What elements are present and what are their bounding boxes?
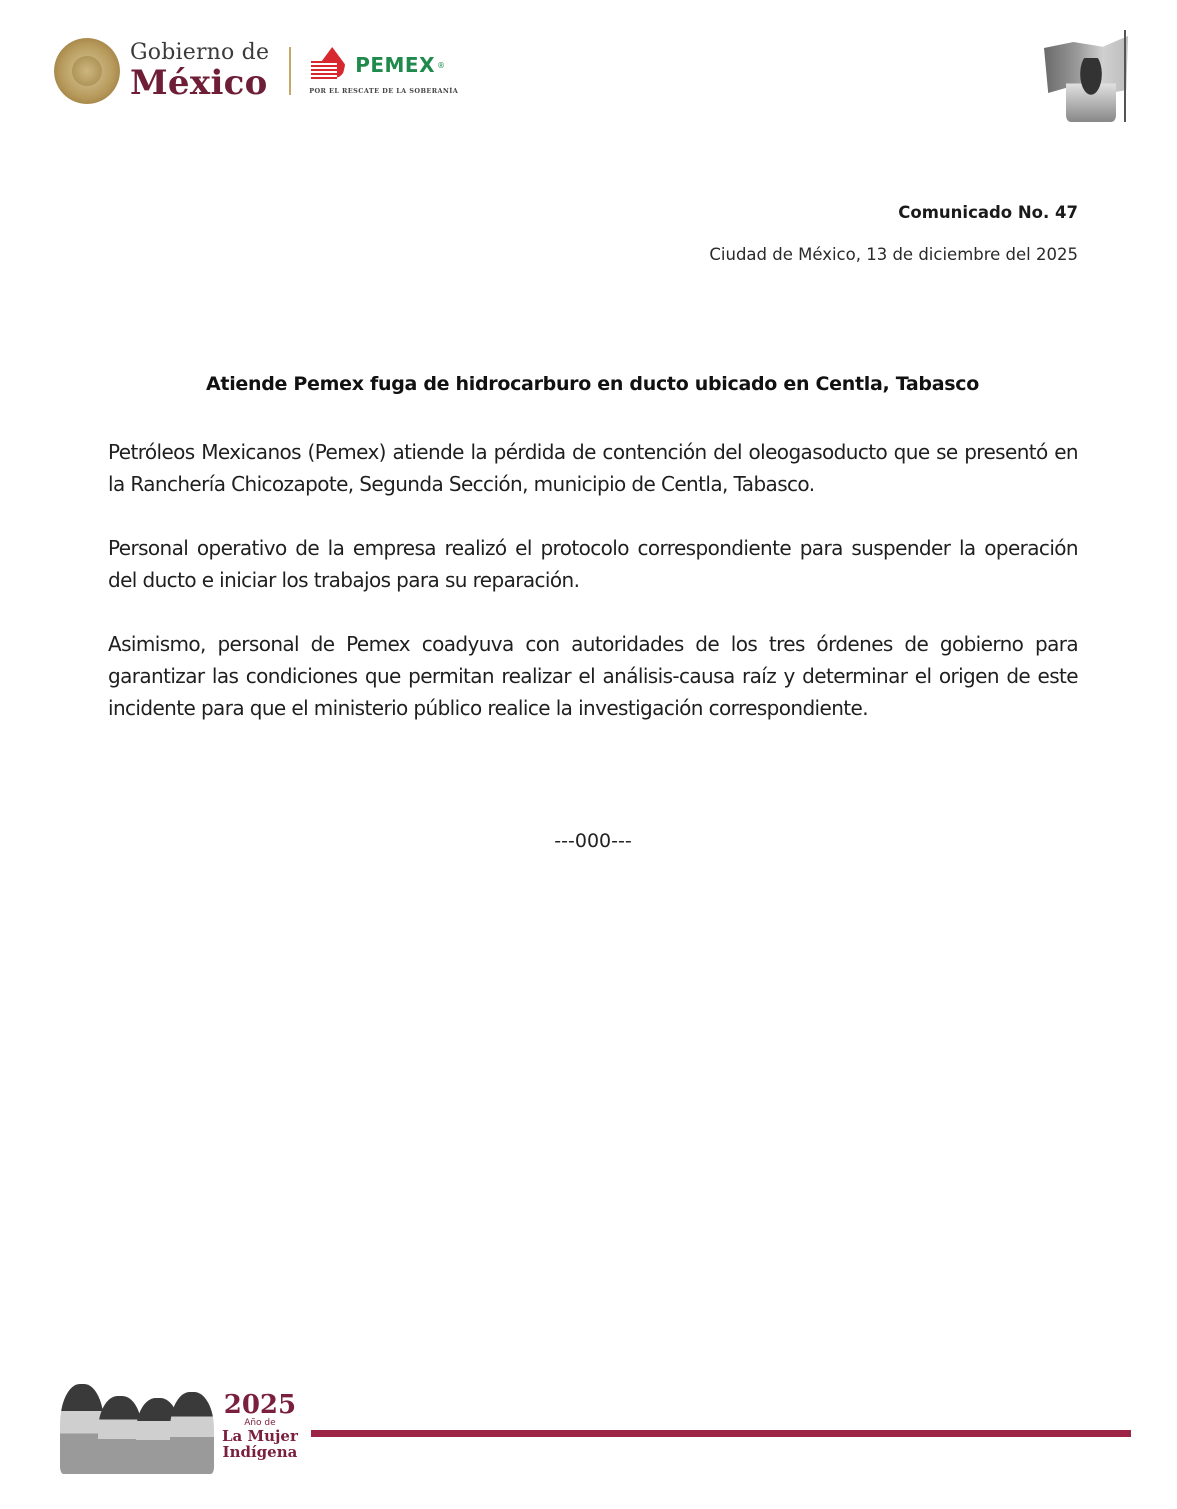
footer-la-mujer: La Mujer	[222, 1427, 298, 1445]
footer-indigena: Indígena	[222, 1443, 298, 1461]
communique-number: Comunicado No. 47	[898, 203, 1078, 222]
pemex-name: PEMEX	[355, 53, 435, 77]
registered-mark: ®	[437, 60, 445, 70]
indigenous-women-illustration-icon	[58, 1378, 214, 1474]
pemex-tagline: POR EL RESCATE DE LA SOBERANÍA	[309, 87, 459, 95]
paragraph-1: Petróleos Mexicanos (Pemex) atiende la pérdida de contención del oleogasoducto que se presentó en la Ranchería Chicozapote, Segunda Sección, municipio de Centla, Tabasco.	[108, 440, 1078, 496]
document-body	[108, 436, 1078, 756]
pemex-logo	[309, 47, 458, 95]
year-of-indigenous-woman-logo	[222, 1392, 298, 1460]
gobierno-de-mexico-logo	[130, 40, 270, 103]
footer-emblem	[58, 1378, 298, 1474]
paragraph-2: Personal operativo de la empresa realizó el protocolo correspondiente para suspender la operación del ducto e iniciar los trabajos para su reparación.	[108, 536, 1078, 592]
pemex-eagle-drop-icon	[309, 47, 349, 83]
footer-year: 2025	[223, 1390, 297, 1420]
woman-flag-icon	[1036, 28, 1134, 126]
place-date: Ciudad de México, 13 de diciembre del 2025	[709, 245, 1078, 264]
footer-ano-de: Año de	[244, 1418, 276, 1428]
document-title: Atiende Pemex fuga de hidrocarburo en ducto ubicado en Centla, Tabasco	[206, 373, 979, 395]
paragraph-3: Asimismo, personal de Pemex coadyuva con autoridades de los tres órdenes de gobierno para garantizar las condiciones que permitan realizar el análisis-causa raíz y determinar el origen de este incidente para que el ministerio público realice la investigación correspondiente.	[108, 632, 1078, 720]
national-seal-icon	[54, 38, 120, 104]
header-logos	[54, 38, 458, 104]
woman-with-flag-emblem	[1036, 28, 1134, 126]
footer-rule	[311, 1430, 1131, 1437]
closing-mark: ---000---	[554, 830, 632, 852]
logo-line-1: Gobierno de	[130, 40, 270, 65]
logo-line-2: México	[130, 63, 268, 103]
logo-divider	[289, 47, 291, 95]
